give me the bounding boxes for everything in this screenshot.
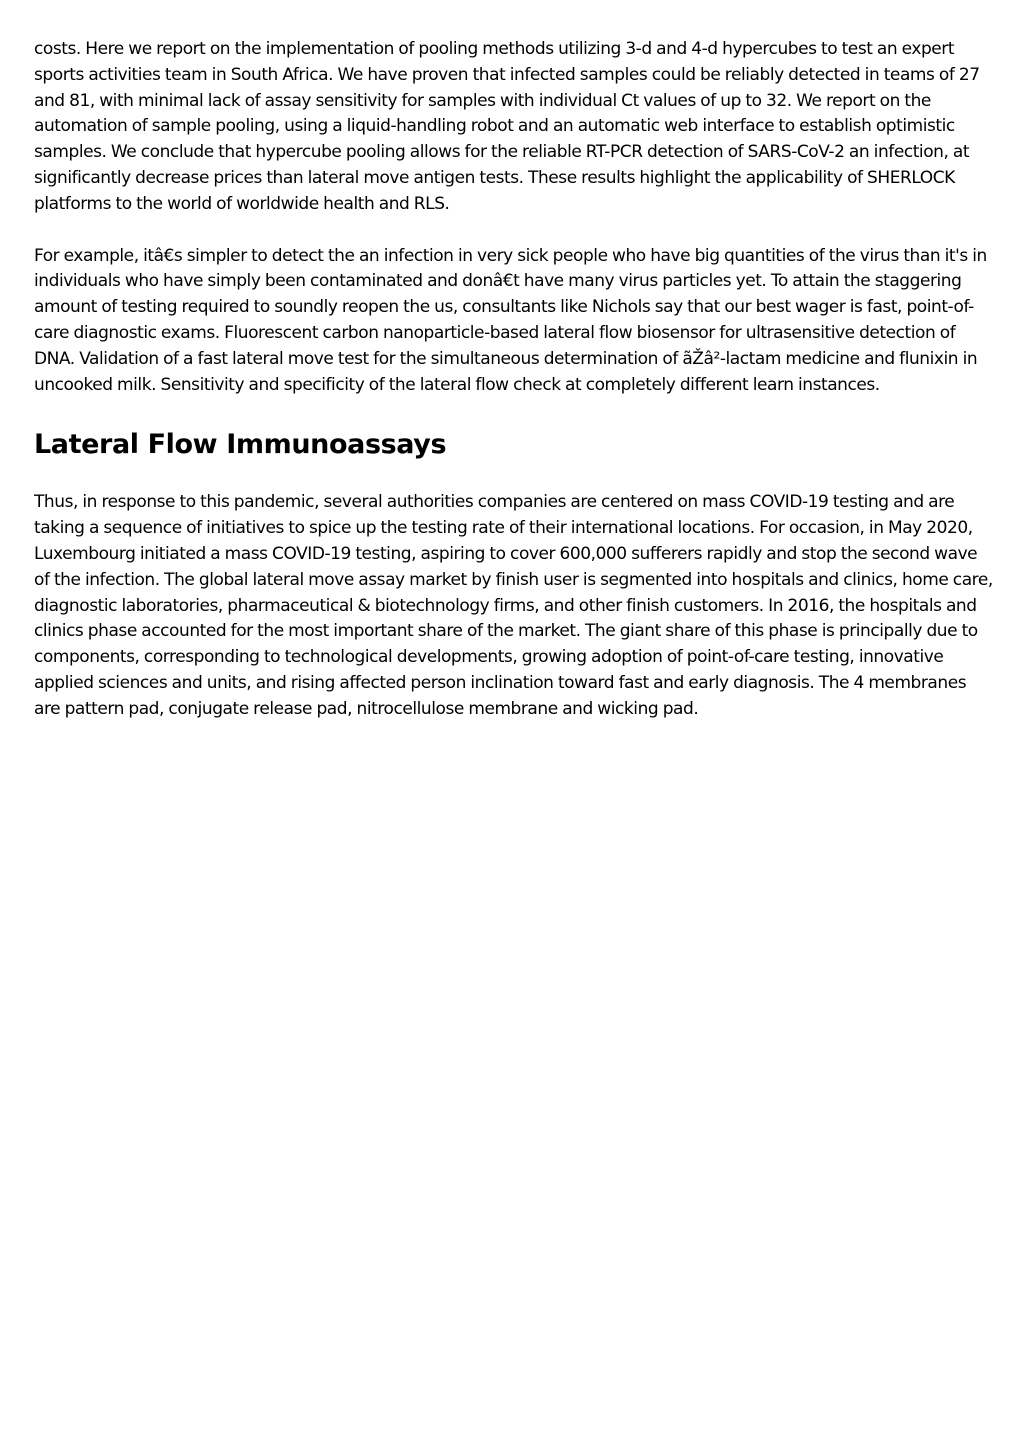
paragraph-detection-example: For example, itâ€s simpler to detect the an infection in very sick people who have big quantities of the virus than it's in individuals who have simply been contaminated and donâ€t have many virus particles yet. To attain the staggering amount of testing required to soundly reopen the us, consultants like Nichols say that our best wager is fast, point-of-care diagnostic exams. Fluorescent carbon nanoparticle-based lateral flow biosensor for ultrasensitive detection of DNA. Validation of a fast lateral move test for the simultaneous determination of ãŽâ²-lactam medicine and flunixin in uncooked milk. Sensitivity and specificity of the lateral flow check at completely different learn instances.	[34, 245, 987, 395]
paragraph-lateral-flow-market: Thus, in response to this pandemic, several authorities companies are centered on mass COVID-19 testing and are taking a sequence of initiatives to spice up the testing rate of their international locations. For occasion, in May 2020, Luxembourg initiated a mass COVID-19 testing, aspiring to cover 600,000 sufferers rapidly and stop the second wave of the infection. The global lateral move assay market by finish user is segmented into hospitals and clinics, home care, diagnostic laboratories, pharmaceutical & biotechnology firms, and other finish customers. In 2016, the hospitals and clinics phase accounted for the most important share of the market. The giant share of this phase is principally due to components, corresponding to technological developments, growing adoption of point-of-care testing, innovative applied sciences and units, and rising affected person inclination toward fast and early diagnosis. The 4 membranes are pattern pad, conjugate release pad, nitrocellulose membrane and wicking pad.	[34, 492, 993, 719]
paragraph-hypercube-pooling: costs. Here we report on the implementation of pooling methods utilizing 3-d and 4-d hypercubes to test an expert sports activities team in South Africa. We have proven that infected samples could be reliably detected in teams of 27 and 81, with minimal lack of assay sensitivity for samples with individual Ct values of up to 32. We report on the automation of sample pooling, using a liquid-handling robot and an automatic web interface to establish optimistic samples. We conclude that hypercube pooling allows for the reliable RT-PCR detection of SARS-CoV-2 an infection, at significantly decrease prices than lateral move antigen tests. These results highlight the applicability of SHERLOCK platforms to the world of worldwide health and RLS.	[34, 39, 980, 214]
document-page	[34, 37, 994, 723]
section-heading: Lateral Flow Immunoassays	[34, 429, 447, 461]
